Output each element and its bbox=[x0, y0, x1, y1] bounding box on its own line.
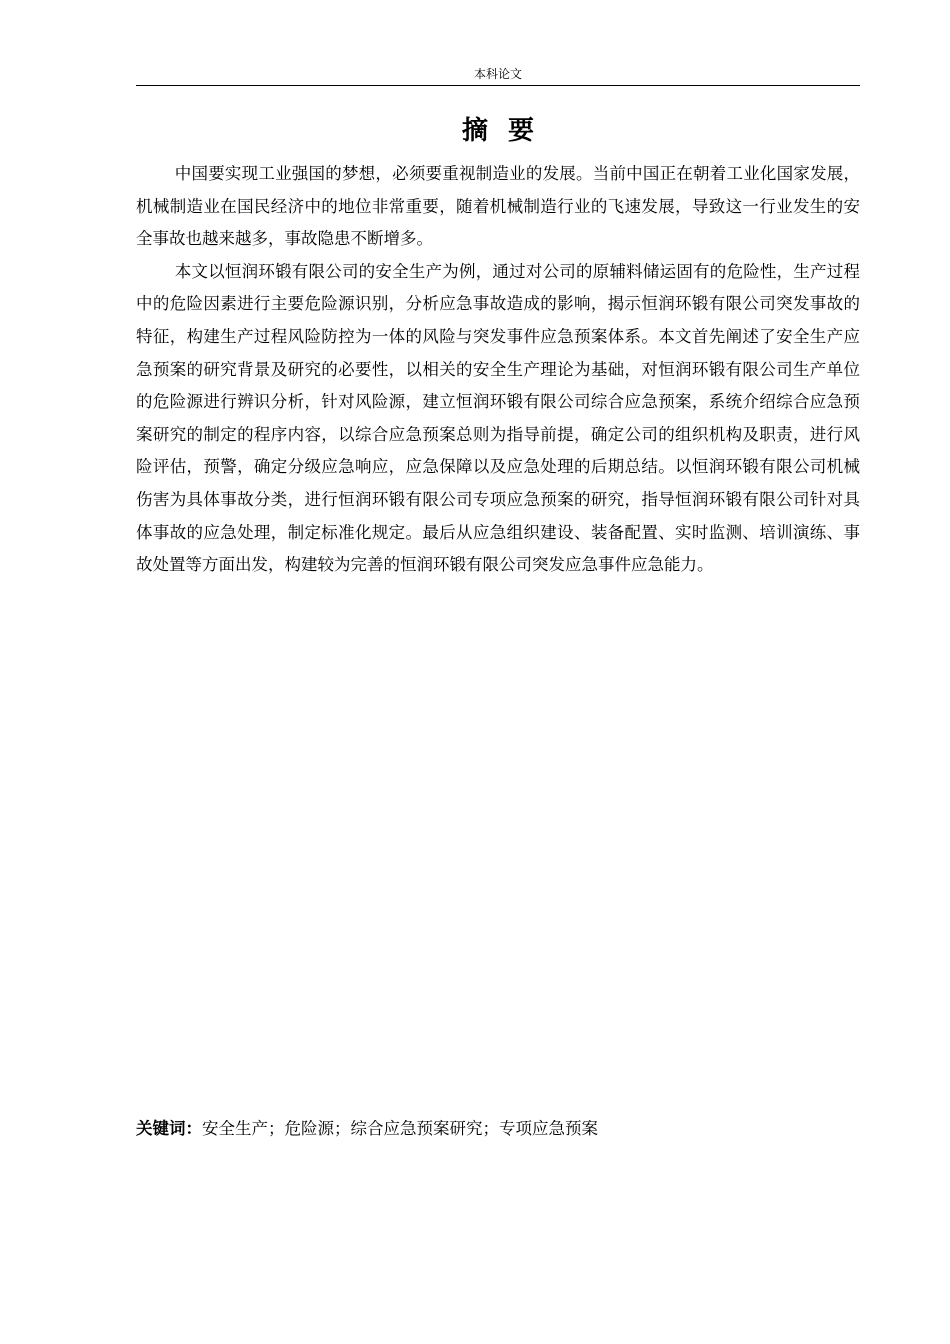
keywords-value: 安全生产；危险源；综合应急预案研究；专项应急预案 bbox=[202, 1119, 598, 1138]
running-header: 本科论文 bbox=[473, 67, 522, 81]
abstract-paragraph-1: 中国要实现工业强国的梦想，必须要重视制造业的发展。当前中国正在朝着工业化国家发展，机械制造业在国民经济中的地位非常重要，随着机械制造行业的飞速发展，导致这一行业发生的安全事故也越来越多，事故隐患不断增多。 bbox=[136, 164, 860, 249]
header-divider bbox=[136, 85, 860, 86]
abstract-paragraph-2: 本文以恒润环锻有限公司的安全生产为例，通过对公司的原辅料储运固有的危险性，生产过程中的危险因素进行主要危险源识别，分析应急事故造成的影响，揭示恒润环锻有限公司突发事故的特征，构建生产过程风险防控为一体的风险与突发事件应急预案体系。本文首先阐述了安全生产应急预案的研究背景及研究的必要性，以相关的安全生产理论为基础，对恒润环锻有限公司生产单位的危险源进行辨识分析，针对风险源，建立恒润环锻有限公司综合应急预案，系统介绍综合应急预案研究的制定的程序内容，以综合应急预案总则为指导前提，确定公司的组织机构及职责，进行风险评估，预警，确定分级应急响应，应急保障以及应急处理的后期总结。以恒润环锻有限公司机械伤害为具体事故分类，进行恒润环锻有限公司专项应急预案的研究，指导恒润环锻有限公司针对具体事故的应急处理，制定标准化规定。最后从应急组织建设、装备配置、实时监测、培训演练、事故处置等方面出发，构建较为完善的恒润环锻有限公司突发应急事件应急能力。 bbox=[136, 261, 860, 575]
keywords-line bbox=[136, 1114, 860, 1144]
abstract-title: 摘要 bbox=[461, 116, 554, 146]
abstract-body bbox=[136, 158, 860, 582]
keywords-label: 关键词： bbox=[136, 1119, 202, 1138]
